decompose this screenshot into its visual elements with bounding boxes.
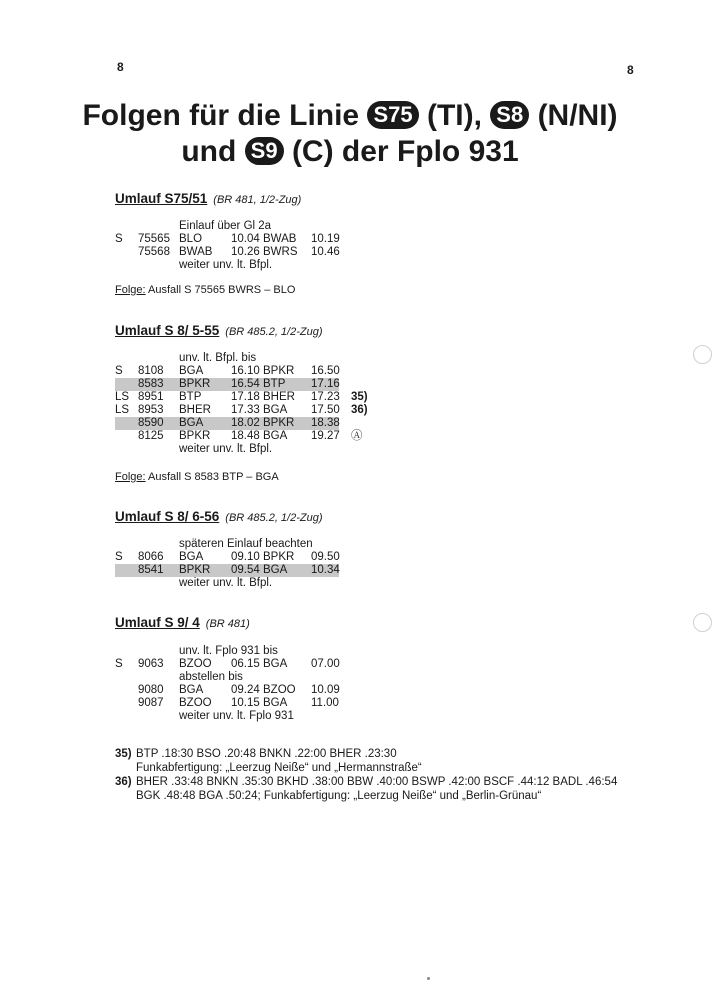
train-type: S <box>115 365 123 377</box>
arrival-time: 10.34 <box>311 564 340 576</box>
line-badge-s9: S9 <box>245 137 284 165</box>
arrival-time: 17.50 <box>311 404 340 416</box>
train-class: (BR 481, 1/2-Zug) <box>213 194 302 206</box>
train-number: 8951 <box>138 391 164 403</box>
umlauf-s8-5-heading <box>115 323 323 338</box>
from-station: BGA <box>179 417 204 429</box>
from-station: BLO <box>179 233 203 245</box>
arrival-time: 18.38 <box>311 417 340 429</box>
arrival-time: 17.23 <box>311 391 340 403</box>
from-station: BTP <box>179 391 202 403</box>
from-station: BPKR <box>179 430 211 442</box>
arrival-time: 10.09 <box>311 684 340 696</box>
to-station: BPKR <box>263 417 295 429</box>
train-type: S <box>115 233 123 245</box>
outro-text: weiter unv. lt. Fplo 931 <box>179 710 294 722</box>
train-class: (BR 481) <box>205 618 250 630</box>
departure-time: 18.48 <box>231 430 260 442</box>
umlauf-title: Umlauf S 9/ 4 <box>115 615 200 630</box>
train-type: S <box>115 551 123 563</box>
circled-a-icon: Ⓐ <box>351 430 363 442</box>
title-text: (N/NI) <box>537 99 618 132</box>
train-type: LS <box>115 391 130 403</box>
departure-time: 17.18 <box>231 391 260 403</box>
train-type: LS <box>115 404 130 416</box>
to-station: BGA <box>263 430 288 442</box>
to-station: BGA <box>263 404 288 416</box>
from-station: BZOO <box>179 658 212 670</box>
umlauf-title: Umlauf S 8/ 6-56 <box>115 509 220 524</box>
arrival-time: 07.00 <box>311 658 340 670</box>
page-number-left: 8 <box>117 60 124 74</box>
folge-text: Ausfall S 8583 BTP – BGA <box>148 471 279 483</box>
train-number: 8066 <box>138 551 164 563</box>
to-station: BWRS <box>263 246 298 258</box>
folge-label: Folge: <box>115 471 146 483</box>
footnote-36-line-1: BHER .33:48 BNKN .35:30 BKHD .38:00 BBW .40:00 BSWP .42:00 BSCF .44:12 BADL .46:54 <box>136 776 618 788</box>
intro-text: Einlauf über Gl 2a <box>179 220 272 232</box>
footnote-ref: 35) <box>351 391 368 403</box>
intro-text: unv. lt. Fplo 931 bis <box>179 645 278 657</box>
title-text: (TI), <box>426 99 482 132</box>
train-type: S <box>115 658 123 670</box>
arrival-time: 10.46 <box>311 246 340 258</box>
arrival-time: 09.50 <box>311 551 340 563</box>
umlauf-s8-6-heading <box>115 509 323 524</box>
to-station: BGA <box>263 697 288 709</box>
line-badge-s8: S8 <box>490 101 529 129</box>
to-station: BHER <box>263 391 295 403</box>
umlauf-s9-heading <box>115 615 250 630</box>
train-number: 8541 <box>138 564 164 576</box>
departure-time: 10.04 <box>231 233 260 245</box>
from-station: BGA <box>179 684 204 696</box>
departure-time: 10.26 <box>231 246 260 258</box>
footnote-ref: 36) <box>351 404 368 416</box>
to-station: BTP <box>263 378 286 390</box>
title-line-1 <box>0 98 727 134</box>
mid-text: abstellen bis <box>179 671 243 683</box>
title-text: und <box>181 135 237 168</box>
to-station: BGA <box>263 658 288 670</box>
from-station: BGA <box>179 365 204 377</box>
folge-label: Folge: <box>115 284 146 296</box>
intro-text: unv. lt. Bfpl. bis <box>179 352 257 364</box>
from-station: BWAB <box>179 246 213 258</box>
umlauf-title: Umlauf S75/51 <box>115 191 208 206</box>
train-class: (BR 485.2, 1/2-Zug) <box>225 326 323 338</box>
footnote-35-line-2: Funkabfertigung: „Leerzug Neiße“ und „Hermannstraße“ <box>136 762 422 774</box>
outro-text: weiter unv. lt. Bfpl. <box>179 259 273 271</box>
departure-time: 18.02 <box>231 417 260 429</box>
train-number: 9063 <box>138 658 164 670</box>
punch-hole <box>693 613 712 632</box>
train-number: 75568 <box>138 246 170 258</box>
departure-time: 09.24 <box>231 684 260 696</box>
to-station: BWAB <box>263 233 297 245</box>
outro-text: weiter unv. lt. Bfpl. <box>179 577 273 589</box>
from-station: BZOO <box>179 697 212 709</box>
train-number: 9087 <box>138 697 164 709</box>
arrival-time: 17.16 <box>311 378 340 390</box>
from-station: BHER <box>179 404 211 416</box>
train-number: 8590 <box>138 417 164 429</box>
departure-time: 09.54 <box>231 564 260 576</box>
to-station: BPKR <box>263 365 295 377</box>
umlauf-s75-heading <box>115 191 301 206</box>
footnote-35-label: 35) <box>115 748 132 760</box>
departure-time: 16.10 <box>231 365 260 377</box>
intro-text: späteren Einlauf beachten <box>179 538 313 550</box>
footnote-36-line-2: BGK .48:48 BGA .50:24; Funkabfertigung: „Leerzug Neiße“ und „Berlin-Grünau“ <box>136 790 542 802</box>
folge-line <box>115 284 295 296</box>
outro-text: weiter unv. lt. Bfpl. <box>179 443 273 455</box>
train-number: 75565 <box>138 233 170 245</box>
from-station: BPKR <box>179 564 211 576</box>
umlauf-title: Umlauf S 8/ 5-55 <box>115 323 220 338</box>
title-text: Folgen für die Linie <box>82 99 360 132</box>
train-number: 8125 <box>138 430 164 442</box>
departure-time: 06.15 <box>231 658 260 670</box>
arrival-time: 16.50 <box>311 365 340 377</box>
departure-time: 16.54 <box>231 378 260 390</box>
title-line-2 <box>0 134 727 170</box>
arrival-time: 10.19 <box>311 233 340 245</box>
title-text: (C) der Fplo 931 <box>291 135 519 168</box>
from-station: BPKR <box>179 378 211 390</box>
line-badge-s75: S75 <box>367 101 418 129</box>
punch-hole <box>693 345 712 364</box>
arrival-time: 11.00 <box>311 697 339 709</box>
from-station: BGA <box>179 551 204 563</box>
folge-text: Ausfall S 75565 BWRS – BLO <box>148 284 296 296</box>
train-number: 8108 <box>138 365 164 377</box>
departure-time: 17.33 <box>231 404 260 416</box>
folge-line <box>115 471 279 483</box>
train-class: (BR 485.2, 1/2-Zug) <box>225 512 323 524</box>
footnote-36-label: 36) <box>115 776 132 788</box>
to-station: BZOO <box>263 684 296 696</box>
arrival-time: 19.27 <box>311 430 340 442</box>
train-number: 8953 <box>138 404 164 416</box>
to-station: BPKR <box>263 551 295 563</box>
footnote-35-line-1: BTP .18:30 BSO .20:48 BNKN .22:00 BHER .23:30 <box>136 748 397 760</box>
departure-time: 09.10 <box>231 551 260 563</box>
to-station: BGA <box>263 564 288 576</box>
departure-time: 10.15 <box>231 697 260 709</box>
train-number: 9080 <box>138 684 164 696</box>
scan-speck <box>427 977 430 980</box>
train-number: 8583 <box>138 378 164 390</box>
page-number-right: 8 <box>627 63 634 77</box>
